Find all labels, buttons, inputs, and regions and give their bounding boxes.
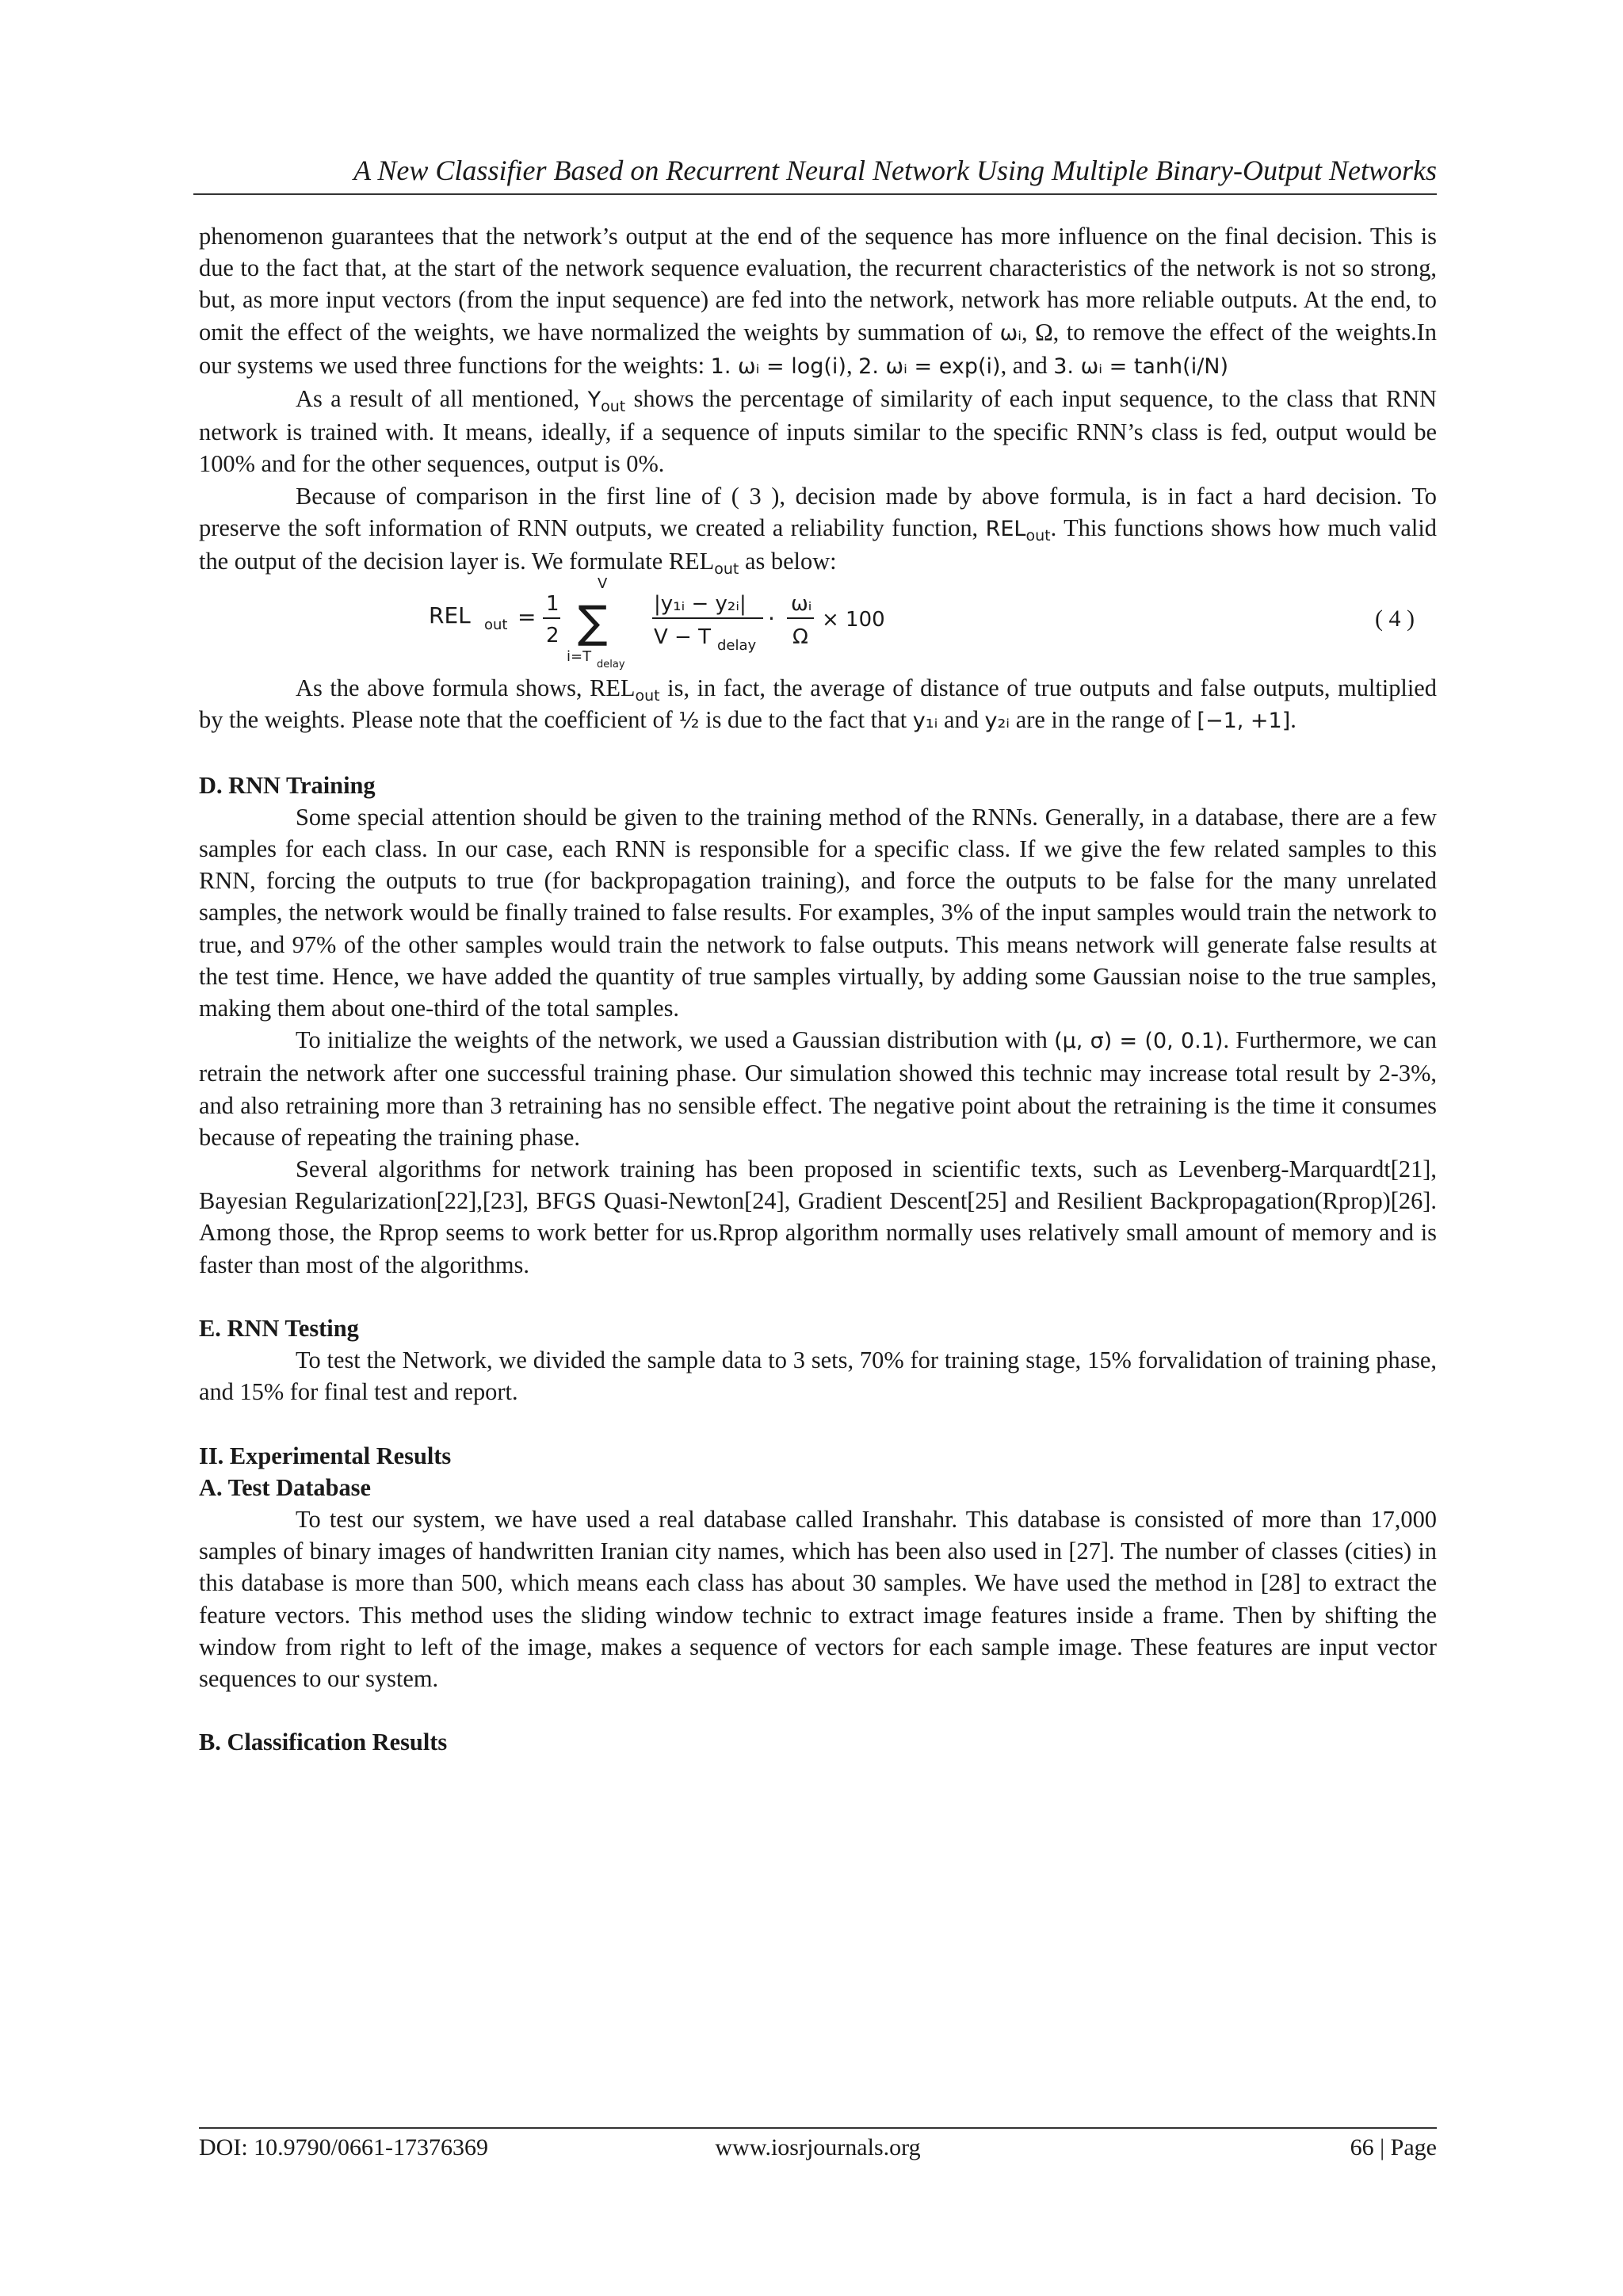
- spacer: [199, 1694, 1437, 1726]
- para2-post: shows the percentage of similarity of each input sequence, to the class that RNN network is trained with. It means, ideally, if a sequence of inputs similar to the specific RNN’s class is fed, output would be 100% and for the other sequences, output is 0%.: [199, 385, 1437, 478]
- footer-doi: DOI: 10.9790/0661-17376369: [199, 2134, 488, 2160]
- half-fraction: ½: [678, 709, 700, 734]
- y-out: Y: [587, 388, 601, 413]
- section-e-heading: E. RNN Testing: [199, 1314, 359, 1342]
- section-ii-heading: II. Experimental Results: [199, 1442, 452, 1469]
- paragraph-rel-explain: [199, 672, 1437, 737]
- y1i: y₁ᵢ: [912, 709, 938, 734]
- para2-pre: As a result of all mentioned,: [296, 385, 588, 413]
- eq-frac-num: |y₁ᵢ − y₂ᵢ|: [654, 592, 747, 617]
- spacer: [199, 1408, 1437, 1440]
- paragraph-reliability: [199, 480, 1437, 578]
- para4-pre: As the above formula shows, REL: [296, 674, 636, 702]
- weight-fn-tanh: 3. ωᵢ = tanh(i/N): [1053, 353, 1229, 379]
- para3-mid: . This functions shows how much valid the output of the decision layer is. We formulate REL: [199, 514, 1438, 575]
- page-footer: [199, 2130, 1437, 2165]
- sep: ,: [846, 351, 859, 379]
- eq-lhs: REL: [429, 602, 471, 629]
- para4-and: and: [938, 706, 985, 734]
- para4-mid2: is due to the fact that: [699, 706, 913, 734]
- paragraph-yout: [199, 383, 1437, 480]
- footer-rule: [199, 2127, 1437, 2129]
- eq-w-den: Ω: [792, 625, 808, 650]
- eq-equals: =: [517, 604, 537, 631]
- eq-lhs-sub: out: [484, 617, 508, 634]
- rel-out-sub: out: [1025, 526, 1051, 544]
- gaussian-params: (μ, σ) = (0, 0.1): [1054, 1029, 1224, 1054]
- omega-i: ωᵢ: [999, 320, 1022, 346]
- section-a-heading: A. Test Database: [199, 1473, 371, 1501]
- footer-site: www.iosrjournals.org: [715, 2134, 921, 2160]
- equation-4-graphic: [199, 577, 1437, 672]
- para4-end: .: [1290, 706, 1296, 734]
- eq-sum-top: V: [598, 577, 608, 593]
- eq-half-den: 2: [546, 624, 559, 648]
- page-body: [199, 220, 1437, 1758]
- y2i: y₂ᵢ: [984, 709, 1010, 734]
- eq-half-num: 1: [546, 592, 559, 617]
- sep: , and: [1000, 351, 1054, 379]
- spacer: [199, 1281, 1437, 1312]
- weight-fn-log: 1. ωᵢ = log(i): [710, 353, 846, 379]
- para3-pre: Because of comparison in the first line of ( 3 ), decision made by above formula, is in fact a hard decision. To preserve the soft information of RNN outputs, we created a reliability function,: [199, 482, 1437, 541]
- rel-out: REL: [985, 516, 1026, 541]
- footer-page-number: 66 | Page: [1350, 2134, 1437, 2160]
- para4-mid: is, in fact, the average of distance of true outputs and false outputs, multiplied by the weights. Please note that the coefficient of: [199, 674, 1437, 734]
- running-title: A New Classifier Based on Recurrent Neural Network Using Multiple Binary-Output Networks: [353, 155, 1437, 186]
- section-e-p1: To test the Network, we divided the sample data to 3 sets, 70% for training stage, 15% forvalidation of training phase, and 15% for final test and report.: [199, 1347, 1437, 1406]
- para1-mid: , Ω, to remove the effect of the weights.In our systems we used three functions for the weights:: [199, 318, 1437, 379]
- equation-4: [199, 577, 1437, 672]
- y-out-sub: out: [601, 398, 626, 416]
- section-a-p1: To test our system, we have used a real database called Iranshahr. This database is consisted of more than 17,000 samples of binary images of handwritten Iranian city names, which has been also used in [27]. The number of classes (cities) in this database is more than 500, which means each class has about 30 samples. We have used the method in [28] to extract the feature vectors. This method uses the sliding window technic to extract image features inside a frame. Then by shifting the window from right to left of the image, makes a sequence of vectors for each sample image. These features are input vector sequences to our system.: [199, 1505, 1437, 1692]
- eq-times-100: × 100: [822, 608, 885, 632]
- eq-frac-den: V − T: [654, 625, 711, 650]
- rel-out-sub: out: [714, 560, 739, 579]
- section-d-heading: D. RNN Training: [199, 771, 376, 799]
- d-p2-post: . Furthermore, we can retrain the network after one successful training phase. Our simulation showed this technic may increase total result by 2-3%, and also retraining more than 3 retraining has no sensible effect. The negative point about the retraining is the time it consumes because of repeating the training phase.: [199, 1026, 1437, 1151]
- weight-fn-exp: 2. ωᵢ = exp(i): [858, 353, 1001, 379]
- section-b-heading: B. Classification Results: [199, 1729, 448, 1756]
- eq-sum-bottom-sub: delay: [597, 659, 625, 671]
- section-d-p3: Several algorithms for network training has been proposed in scientific texts, such as Levenberg-Marquardt[21], Bayesian Regularization[22],[23], BFGS Quasi-Newton[24], Gradient Descent[25] and Resilient Backpropagation(Rprop)[26]. Among those, the Rprop seems to work better for us.Rprop algorithm normally uses relatively small amount of memory and is faster than most of the algorithms.: [199, 1156, 1437, 1278]
- eq-sum-bottom: i=T: [567, 648, 592, 666]
- eq-sum-symbol: ∑: [578, 597, 608, 649]
- range: [−1, +1]: [1197, 709, 1291, 734]
- para4-mid3: are in the range of: [1010, 706, 1197, 734]
- paragraph-weights: [199, 220, 1437, 383]
- section-d-p2: [199, 1024, 1437, 1153]
- d-p2-pre: To initialize the weights of the network, we used a Gaussian distribution with: [296, 1026, 1055, 1054]
- eq-dot: ·: [768, 606, 775, 632]
- eq-frac-den-sub: delay: [717, 637, 757, 655]
- spacer: [199, 738, 1437, 770]
- section-d-p1: Some special attention should be given to the training method of the RNNs. Generally, in a database, there are a few samples for each class. In our case, each RNN is responsible for a specific class. If we give the few related samples to this RNN, forcing the outputs to true (for backpropagation training), and force the outputs to be false for the many unrelated samples, the network would be finally trained to false results. For examples, 3% of the input samples would train the network to true, and 97% of the other samples would train the network to false outputs. This means network will generate false results at the test time. Hence, we have added the quantity of true samples virtually, by adding some Gaussian noise to the true samples, making them about one-third of the total samples.: [199, 803, 1437, 1022]
- para1-text: phenomenon guarantees that the network’s output at the end of the sequence has more influence on the final decision. This is due to the fact that, at the start of the network sequence evaluation, the recurrent characteristics of the network is not so strong, but, as more input vectors (from the input sequence) are fed into the network, network has more reliable outputs. At the end, to omit the effect of the weights, we have normalized the weights by summation of: [199, 223, 1437, 346]
- rel-out-sub: out: [635, 687, 660, 705]
- eq-w-num: ωᵢ: [791, 592, 812, 617]
- eq-label: ( 4 ): [1375, 606, 1415, 632]
- para3-post: as below:: [739, 548, 837, 575]
- header-rule: [193, 193, 1437, 195]
